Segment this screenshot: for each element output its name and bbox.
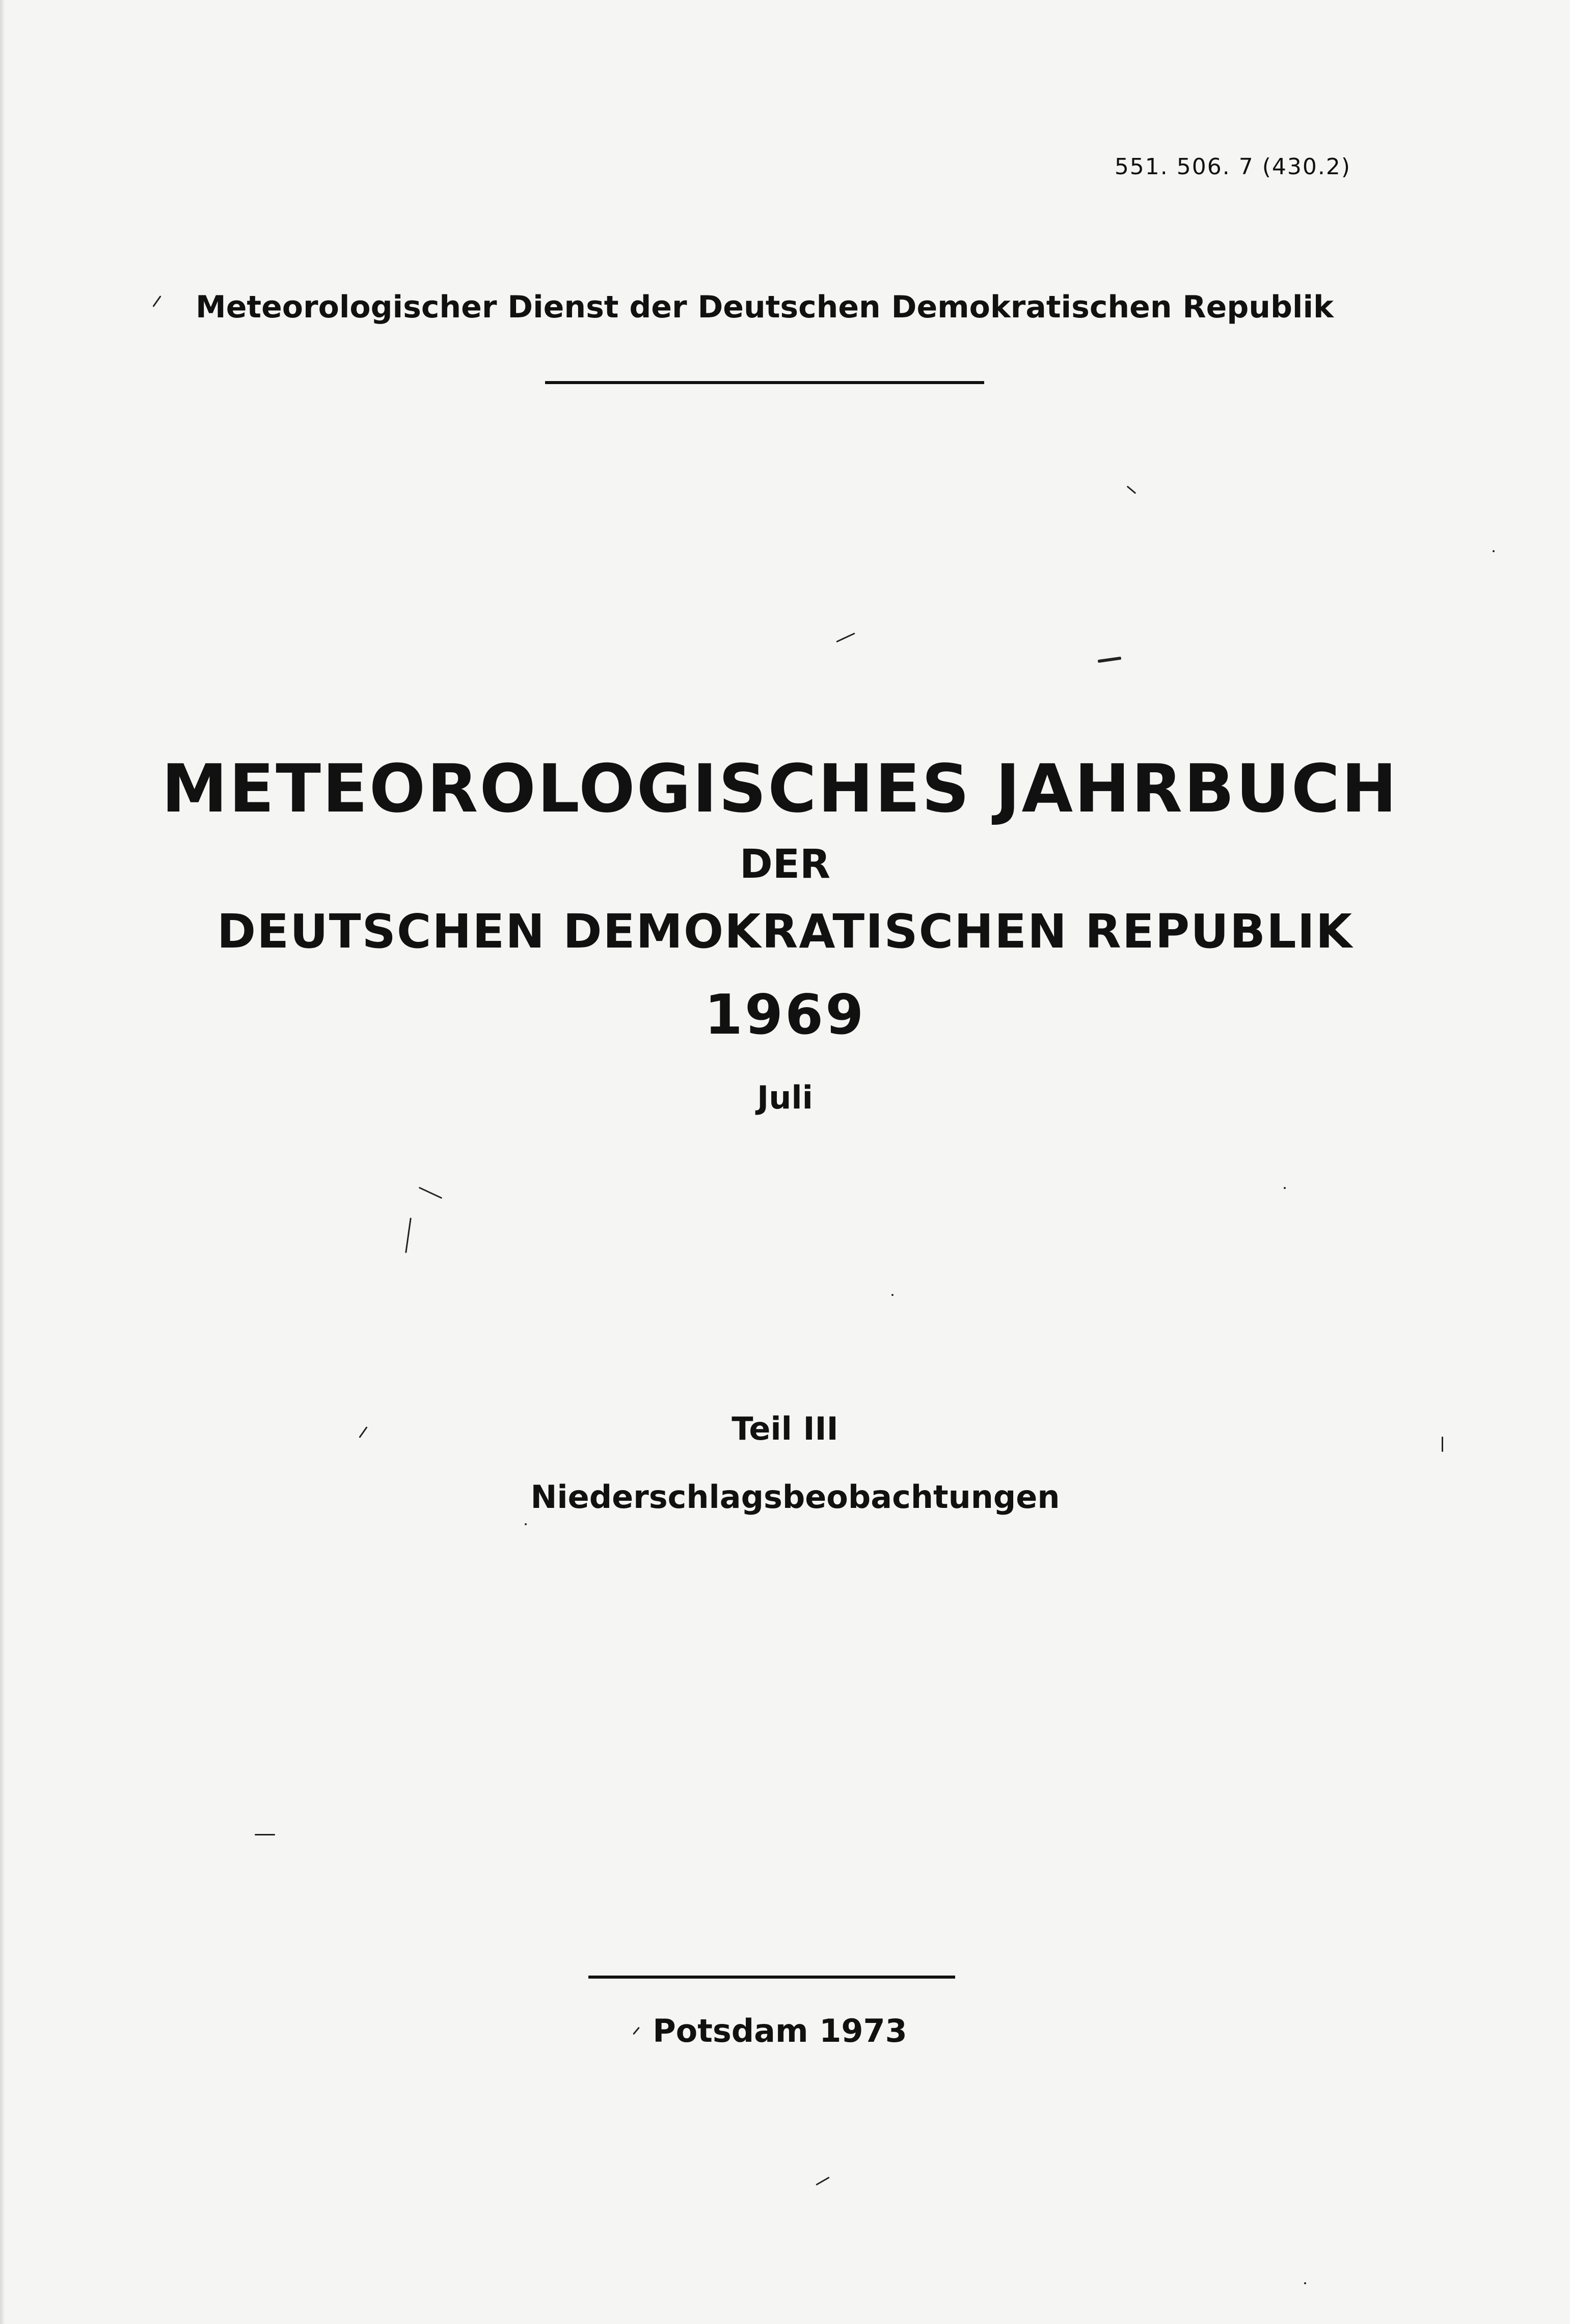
classification-code: 551. 506. 7 (430.2) [1114,154,1351,180]
top-divider [545,381,984,384]
imprint-place-year: Potsdam 1973 [653,2012,907,2049]
title-month: Juli [757,1079,813,1116]
title-country: DEUTSCHEN DEMOKRATISCHEN REPUBLIK [216,904,1354,959]
part-label: Teil III [732,1410,838,1447]
title-connector: DER [739,842,831,887]
title-year: 1969 [704,983,866,1047]
publisher-line: Meteorologischer Dienst der Deutschen Demokratischen Republik [196,289,1334,325]
part-subject: Niederschlagsbeobachtungen [530,1478,1060,1516]
scan-edge [0,0,5,2324]
page-title: METEOROLOGISCHES JAHRBUCH [161,750,1398,827]
bottom-divider [588,1976,955,1979]
